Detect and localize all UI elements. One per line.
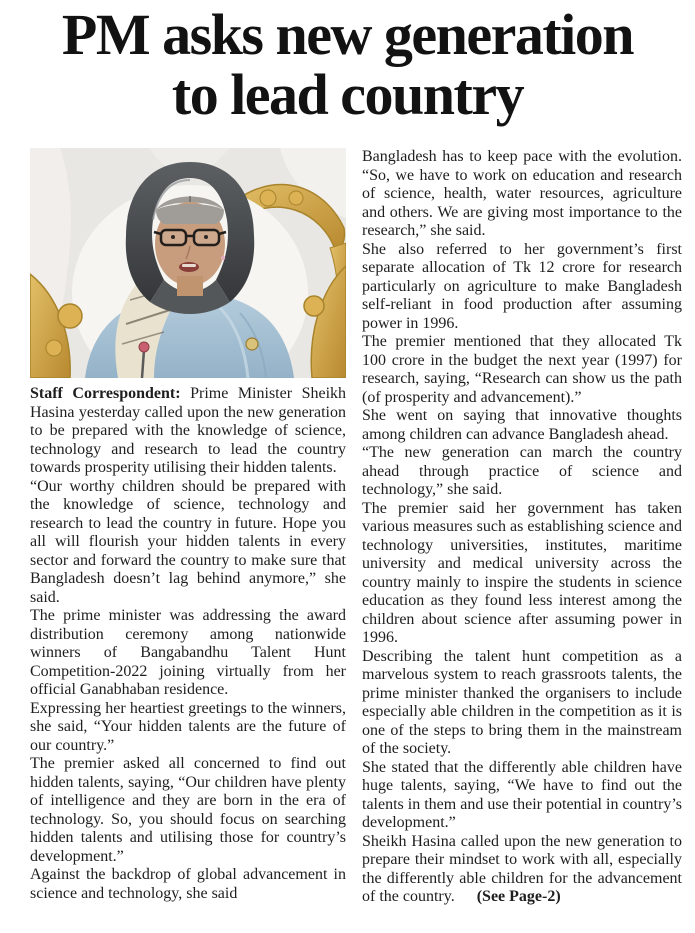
sheikh-hasina-portrait-illustration (30, 148, 346, 378)
paragraph: The premier mentioned that they allocated Tk 100 crore in the budget the next year (1997) for research, saying, “Research can show us the path (of prosperity and advancement).” (362, 333, 682, 406)
paragraph: “The new generation can march the country ahead through practice of science and technology,” she said. (362, 444, 682, 498)
article-body (0, 148, 695, 907)
headline-line-1: PM asks new generation (61, 2, 634, 67)
paragraph: She also referred to her government’s first separate allocation of Tk 12 crore for research particularly on agriculture to make Bangladesh self-reliant in food production after assuming power in 1996. (362, 240, 682, 332)
headline-line-2: to lead country (171, 62, 524, 127)
paragraph: She went on saying that innovative thoughts among children can advance Bangladesh ahead. (362, 407, 682, 443)
paragraph: The premier asked all concerned to find out hidden talents, saying, “Our children have plenty of intelligence and they are born in the era of technology. So, you should focus on searching hidden talents and utilising those for country’s development.” (30, 755, 346, 865)
byline: Staff Correspondent: (30, 385, 181, 402)
paragraph: The premier said her government has taken various measures such as establishing science and technology universities, institutes, maritime university and medical university across the country mainly to inspire the students in science education as they found less interest among the children about science after assuming power in 1996. (362, 499, 682, 646)
article-headline (0, 0, 695, 125)
closing-paragraph (362, 833, 682, 907)
pm-photo (30, 148, 346, 378)
paragraph: She stated that the differently able children have huge talents, saying, “We have to find out the talents in them and use their potential in country’s development.” (362, 758, 682, 831)
paragraph: “Our worthy children should be prepared with the knowledge of science, technology and research to lead the country in future. Hope you all will flourish your hidden talents in every sector and forward the country to make sure that Bangladesh doesn’t lag behind anymore,” she said. (30, 477, 346, 606)
right-column (362, 148, 682, 907)
paragraph: Bangladesh has to keep pace with the evolution. “So, we have to work on education and research of science, health, water resources, agriculture and others. We are giving most importance to the research,” she said. (362, 148, 682, 239)
paragraph-text: Sheikh Hasina called upon the new generation to prepare their mindset to work with all, especially the differently able children for the advancement of the country. (362, 832, 682, 905)
paragraph: Expressing her heartiest greetings to the winners, she said, “Your hidden talents are the future of our country.” (30, 699, 346, 754)
left-column (30, 148, 346, 907)
byline-paragraph (30, 385, 346, 478)
paragraph: Against the backdrop of global advancement in science and technology, she said (30, 866, 346, 902)
earring (221, 256, 225, 260)
paragraph: Describing the talent hunt competition as a marvelous system to reach grassroots talents, the prime minister thanked the organisers to include especially able children in the competition as it is one of the steps to bring them in the mainstream of the society. (362, 647, 682, 757)
paragraph: The prime minister was addressing the award distribution ceremony among nationwide winners of Bangabandhu Talent Hunt Competition-2022 joining virtually from her official Ganabhaban residence. (30, 607, 346, 698)
paragraph-text: Prime Minister Sheikh Hasina yesterday called upon the new generation to be prepared with the knowledge of science, technology and research to lead the country towards prosperity utilising their hidden talents. (30, 385, 347, 476)
continuation-note: (See Page-2) (476, 888, 561, 905)
badge-pin (246, 338, 258, 350)
